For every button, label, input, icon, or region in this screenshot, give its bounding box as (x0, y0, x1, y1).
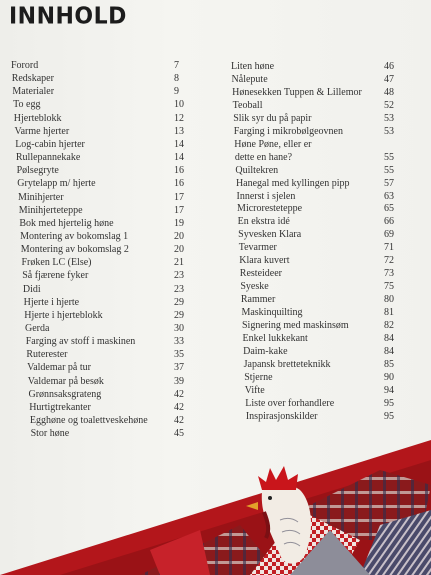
toc-entry-title: Ruterester (26, 349, 68, 361)
quilt-illustration (0, 430, 431, 575)
toc-entry-page: 95 (383, 410, 394, 422)
toc-entry-page: 37 (173, 362, 184, 374)
toc-entry-page: 12 (173, 112, 184, 124)
toc-entry-page: 80 (383, 294, 394, 306)
toc-entry-title: Hjerteblokk (13, 112, 62, 124)
toc-entry-title: Inspirasjonskilder (245, 410, 318, 422)
toc-entry-title: Microresteteppe (237, 203, 303, 215)
toc-entry-page: 9 (173, 86, 179, 98)
toc-entry-title: Forord (11, 60, 39, 71)
toc-entry-page: 52 (383, 99, 394, 111)
toc-entry-page: 72 (384, 255, 394, 267)
toc-entry-title: Valdemar på tur (27, 362, 91, 374)
toc-entry-title: Log-cabin hjerter (15, 138, 85, 150)
toc-entry-page: 42 (173, 401, 184, 413)
toc-entry-page: 30 (174, 323, 184, 334)
toc-entry-title: Så fjærene fyker (22, 270, 89, 282)
toc-entry-title: Pølsegryte (16, 165, 59, 177)
toc-entry-title: Resteideer (239, 268, 282, 280)
toc-entry-title: Hanegal med kyllingen pipp (235, 177, 350, 189)
toc-entry-title: Høne Pøne, eller er (234, 138, 312, 150)
toc-entry-title: Varme hjerter (14, 125, 70, 137)
toc-entry-title: Quiltekren (235, 164, 279, 176)
toc-entry-page: 53 (383, 112, 394, 124)
toc-entry-page: 7 (174, 60, 179, 71)
toc-entry-title: Egghøne og toalettveskehøne (29, 415, 148, 427)
toc-entry-page: 16 (173, 165, 184, 177)
toc-entry-title: Hjerte i hjerte (23, 296, 80, 308)
toc-entry-page: 84 (383, 332, 394, 344)
toc-entry-title: Redskaper (11, 73, 54, 85)
toc-entry-page: 95 (383, 397, 394, 409)
toc-entry-page: 19 (173, 217, 184, 229)
toc-entry-page: 63 (384, 190, 394, 202)
toc-entry-title: Liste over forhandlere (245, 397, 335, 409)
toc-entry-title: Liten høne (231, 61, 275, 72)
toc-entry-page: 20 (173, 230, 184, 242)
toc-entry-page: 14 (173, 152, 184, 164)
toc-entry-title: Teoball (232, 99, 263, 111)
toc-entry-title: Grytelapp m/ hjerte (17, 178, 96, 190)
toc-entry-title: dette en hane? (234, 151, 293, 163)
toc-entry-title: Materialer (12, 86, 55, 98)
toc-entry-page: 90 (383, 371, 394, 383)
toc-entry-page: 46 (384, 61, 394, 72)
toc-entry-page: 45 (173, 428, 184, 440)
toc-entry-page: 57 (383, 177, 394, 189)
toc-entry-title: Gerda (25, 323, 50, 334)
toc-entry-title: Grønnsaksgrateng (28, 388, 102, 400)
toc-entry-title: Hurtigtrekanter (29, 401, 91, 413)
toc-entry-title: Minihjerter (18, 191, 64, 203)
toc-entry-page: 82 (384, 320, 394, 331)
toc-entry-title: Klara kuvert (239, 255, 290, 267)
toc-entry-title: Minihjerteteppe (18, 204, 83, 216)
toc-entry-page: 71 (383, 242, 394, 254)
toc-entry-page: 66 (383, 216, 394, 228)
toc-entry-page: 29 (173, 309, 184, 321)
toc-entry-title: En ekstra idé (237, 216, 290, 228)
toc-entry-page: 94 (384, 384, 394, 396)
toc-entry-page: 47 (383, 73, 394, 85)
toc-entry-page: 73 (383, 268, 394, 280)
toc-entry-title: Farging i mikrobølgeovnen (233, 125, 343, 137)
toc-entry-title: Montering av bokomslag 2 (20, 244, 129, 256)
toc-entry-page: 39 (173, 375, 184, 387)
toc-entry-title: Innerst i sjelen (236, 190, 296, 202)
toc-entry-page: 65 (383, 203, 394, 215)
toc-entry-page: 81 (383, 307, 394, 319)
toc-entry-page: 53 (384, 125, 394, 137)
toc-entry-title: Rullepannekake (15, 152, 81, 164)
toc-entry-title: Tevarmer (238, 242, 277, 254)
toc-entry-title: Stjerne (244, 371, 273, 383)
toc-entry-page: 42 (173, 415, 184, 427)
toc-entry-page: 17 (174, 191, 184, 203)
toc-entry-title: Syeske (240, 281, 269, 293)
toc-entry-title: Frøken LC (Else) (21, 257, 92, 269)
toc-entry-title: Valdemar på besøk (27, 375, 104, 387)
toc-entry-page: 55 (383, 151, 394, 163)
toc-entry-title: Didi (22, 283, 41, 295)
toc-entry-title: Stor høne (30, 428, 70, 440)
toc-entry-page: 14 (173, 138, 184, 150)
toc-entry-page: 33 (173, 336, 184, 348)
toc-entry-page: 85 (383, 358, 394, 370)
toc-entry-title: Hønesekken Tuppen & Lillemor (232, 86, 362, 98)
toc-entry-title: Montering av bokomslag 1 (20, 230, 129, 242)
toc-entry-title: To egg (13, 99, 41, 111)
page-title: INNHOLD (9, 3, 127, 30)
toc-entry-page: 10 (173, 99, 184, 111)
toc-entry-page: 23 (173, 283, 184, 295)
toc-entry-page: 21 (174, 257, 184, 269)
toc-entry-title: Japansk bretteteknikk (243, 358, 331, 370)
toc-entry-title: Nålepute (231, 73, 268, 85)
toc-entry-page: 69 (383, 229, 394, 241)
toc-entry-title: Farging av stoff i maskinen (25, 336, 136, 348)
toc-entry-page: 23 (173, 270, 184, 282)
toc-entry-title: Vifte (244, 384, 265, 396)
toc-entry-page: 29 (173, 296, 184, 308)
toc-entry-page: 55 (383, 164, 394, 176)
toc-entry-title: Enkel lukkekant (242, 332, 308, 344)
toc-entry-page: 35 (173, 349, 184, 361)
toc-entry-page: 20 (173, 244, 184, 256)
toc-entry-page: 13 (174, 125, 184, 137)
toc-entry-title: Slik syr du på papir (233, 112, 312, 124)
toc-entry-title: Bok med hjertelig høne (19, 217, 114, 229)
toc-entry-title: Daim-kake (243, 345, 288, 357)
toc-entry-page: 8 (173, 73, 179, 85)
toc-entry-page: 42 (174, 388, 184, 400)
toc-entry-title: Maskinquilting (241, 307, 303, 319)
toc-entry-page: 75 (383, 281, 394, 293)
toc-entry-title: Syvesken Klara (238, 229, 302, 241)
toc-entry-page: 16 (173, 178, 184, 190)
toc-entry-page: 84 (383, 345, 394, 357)
toc-entry-page: 17 (173, 204, 184, 216)
toc-entry-title: Hjerte i hjerteblokk (24, 309, 103, 321)
toc-entry-title: Signering med maskinsøm (242, 320, 349, 331)
toc-entry-title: Rammer (240, 294, 276, 306)
toc-entry-page: 48 (383, 86, 394, 98)
